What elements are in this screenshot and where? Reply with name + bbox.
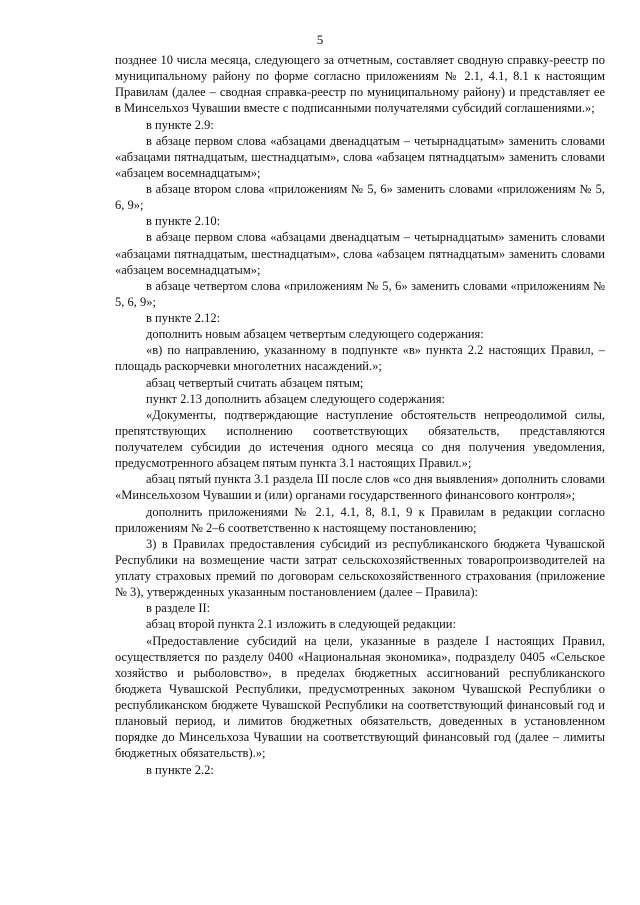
paragraph: абзац пятый пункта 3.1 раздела III после слов «со дня выявления» дополнить словами «Минсельхозом Чувашии и (или) органами государственного финансового контроля»;: [115, 472, 605, 503]
paragraph: в разделе II:: [146, 601, 211, 616]
paragraph: 3) в Правилах предоставления субсидий из республиканского бюджета Чувашской Республики на возмещение части затрат сельскохозяйственных товаропроизводителей на уплату страховых премий по договорам сельскохозяйственного страхования (приложение № 3), утвержденных указанным постановлением (далее – Правила):: [115, 536, 605, 600]
paragraph: пункт 2.13 дополнить абзацем следующего содержания:: [146, 391, 445, 406]
paragraph: в пункте 2.2:: [146, 762, 214, 777]
paragraph: в абзаце втором слова «приложениям № 5, 6» заменить словами «приложениям № 5, 6, 9»;: [115, 182, 605, 213]
paragraph: абзац четвертый считать абзацем пятым;: [146, 375, 364, 390]
page-number: 5: [316, 32, 324, 47]
paragraph: «Предоставление субсидий на цели, указанные в разделе I настоящих Правил, осуществляется по разделу 0400 «Национальная экономика», подразделу 0405 «Сельское хозяйство и рыболовство», в пределах бюджетных ассигнований республиканского бюджета Чувашской Республики, предусмотренных законом Чувашской Республики о республиканском бюджете Чувашской Республики на соответствующий финансовый год и плановый период, и лимитов бюджетных обязательств, доведенных в установленном порядке до Минсельхоза Чувашии на соответствующий финансовый год (далее – лимиты бюджетных обязательств).»;: [115, 633, 605, 761]
paragraph: в абзаце первом слова «абзацами двенадцатым – четырнадцатым» заменить словами «абзацами пятнадцатым, шестнадцатым», слова «абзацем пятнадцатым» заменить словами «абзацем восемнадцатым»;: [115, 230, 605, 277]
paragraph: «в) по направлению, указанному в подпункте «в» пункта 2.2 настоящих Правил, – площадь раскорчевки многолетних насаждений.»;: [115, 343, 605, 374]
paragraph: в пункте 2.9:: [146, 117, 214, 132]
paragraph: в пункте 2.10:: [146, 214, 221, 229]
paragraph: «Документы, подтверждающие наступление обстоятельств непреодолимой силы, препятствующих исполнению соответствующих обязательств, представляются получателем субсидии до истечения одного месяца со дня получения уведомления, предусмотренного абзацем пятым пункта 3.1 настоящих Правил.»;: [115, 407, 605, 471]
paragraph: в пункте 2.12:: [146, 311, 221, 325]
paragraph: дополнить приложениями № 2.1, 4.1, 8, 8.1, 9 к Правилам в редакции согласно приложениям № 2–6 соответственно к настоящему постановлению;: [115, 504, 605, 535]
paragraph: позднее 10 числа месяца, следующего за отчетным, составляет сводную справку-реестр по муниципальному району по форме согласно приложениям № 2.1, 4.1, 8.1 к настоящим Правилам (далее – сводная справка-реестр по муниципальному району) и представляет ее в Минсельхоз Чувашии вместе с подписанными получателями субсидий соглашениями.»;: [115, 53, 605, 116]
paragraph: в абзаце четвертом слова «приложениям № 5, 6» заменить словами «приложениям № 5, 6, 9»;: [115, 278, 605, 309]
paragraph: в абзаце первом слова «абзацами двенадцатым – четырнадцатым» заменить словами «абзацами пятнадцатым, шестнадцатым», слова «абзацем пятнадцатым» заменить словами «абзацем восемнадцатым»;: [115, 133, 605, 180]
paragraph: абзац второй пункта 2.1 изложить в следующей редакции:: [146, 617, 456, 632]
document-body: [115, 52, 605, 778]
paragraph: дополнить новым абзацем четвертым следующего содержания:: [146, 327, 484, 342]
